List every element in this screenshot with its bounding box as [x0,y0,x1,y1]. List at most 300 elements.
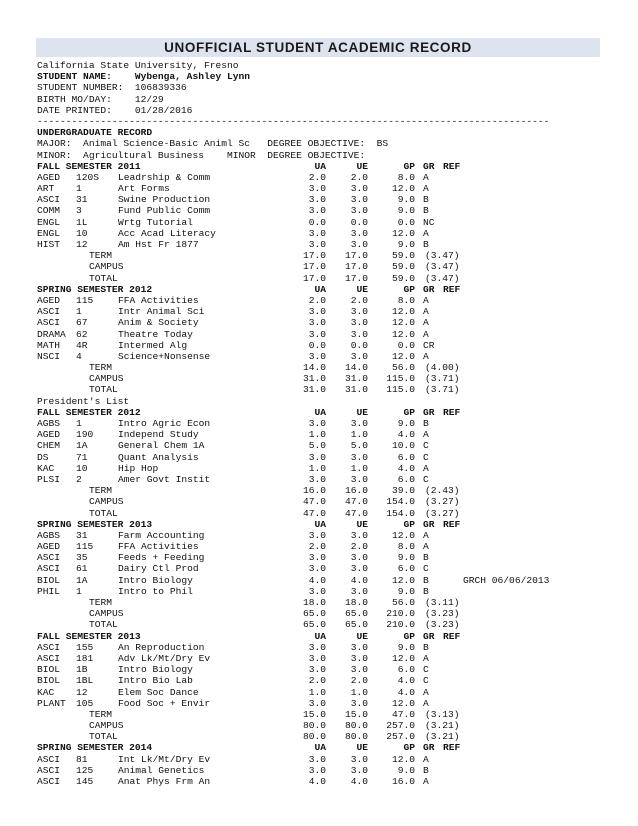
total-ua: 14.0 [302,362,326,374]
course-title: Independ Study [118,429,199,441]
total-ue: 65.0 [344,608,368,620]
course-row [37,586,627,597]
total-gpa: (3.13) [425,708,460,720]
course-title: Intro Biology [118,664,193,676]
total-label: TERM [89,485,113,497]
course-subject: PLANT [37,697,66,709]
total-ua: 31.0 [302,373,326,385]
text-line: DATE PRINTED: 01/28/2016 [37,104,193,116]
semester-name: SPRING SEMESTER 2014 [37,742,153,754]
grade: B [423,641,429,653]
col-header-gp: GP [403,630,415,642]
grade: A [423,686,429,698]
text-line: MAJOR: Animal Science-Basic Animl Sc DEGREE OBJECTIVE: BS [37,138,389,150]
units-earned: 1.0 [350,429,368,441]
total-row [37,608,627,619]
col-header-ue: UE [356,630,368,642]
semester-name: FALL SEMESTER 2011 [37,160,141,172]
course-row [37,418,627,429]
col-header-ue: UE [356,406,368,418]
grade-reference: GRCH 06/06/2013 [463,574,550,586]
total-label: TERM [89,597,113,608]
course-row [37,340,627,351]
semester-name: FALL SEMESTER 2013 [37,630,141,642]
units-earned: 5.0 [350,440,368,452]
units-attempted: 3.0 [308,552,326,564]
course-subject: HIST [37,239,61,250]
units-attempted: 2.0 [308,541,326,553]
course-title: Feeds + Feeding [118,552,205,564]
total-ua: 47.0 [302,507,326,519]
course-title: Hip Hop [118,462,159,474]
total-gp: 115.0 [386,373,415,385]
grade-points: 8.0 [397,541,415,553]
grade-points: 4.0 [397,429,415,441]
grade: A [423,652,429,664]
units-earned: 3.0 [350,194,368,206]
grade: C [423,473,429,485]
course-row [37,754,627,765]
course-row [37,776,627,787]
total-gp: 39.0 [391,485,415,497]
record-title: UNOFFICIAL STUDENT ACADEMIC RECORD [36,38,600,57]
course-number: 4 [76,350,82,362]
course-number: 1 [76,585,82,597]
units-earned: 1.0 [350,686,368,698]
units-attempted: 2.0 [308,675,326,687]
course-number: 1A [76,574,88,586]
course-row [37,317,627,328]
units-earned: 3.0 [350,306,368,318]
col-header-ua: UA [314,406,326,418]
total-label: CAMPUS [89,608,124,620]
course-title: Farm Accounting [118,529,205,541]
course-number: 120S [76,171,100,183]
units-attempted: 4.0 [308,574,326,586]
course-title: FFA Activities [118,541,199,553]
grade: NC [423,216,435,228]
grade: C [423,675,429,687]
grade: A [423,541,429,553]
transcript-body [37,60,627,787]
course-title: Intermed Alg [118,339,188,351]
course-number: 115 [76,294,94,306]
units-attempted: 3.0 [308,641,326,653]
total-row [37,508,627,519]
course-row [37,563,627,574]
total-gp: 257.0 [386,731,415,743]
grade: B [423,205,429,217]
units-attempted: 3.0 [308,350,326,362]
course-title: Swine Production [118,194,211,206]
units-attempted: 3.0 [308,529,326,541]
total-ua: 18.0 [302,597,326,608]
grade-points: 9.0 [397,194,415,206]
units-attempted: 3.0 [308,585,326,597]
total-label: TOTAL [89,507,118,519]
grade: B [423,418,429,429]
units-attempted: 2.0 [308,171,326,183]
col-header-ue: UE [356,742,368,754]
course-number: 12 [76,239,88,250]
course-subject: NSCI [37,350,61,362]
course-subject: AGED [37,171,61,183]
units-attempted: 2.0 [308,294,326,306]
total-gpa: (3.23) [425,619,460,631]
course-row [37,194,627,205]
course-subject: ASCI [37,641,61,653]
grade-points: 6.0 [397,664,415,676]
course-row [37,765,627,776]
grade-points: 9.0 [397,239,415,250]
course-subject: ENGL [37,227,61,239]
grade: B [423,194,429,206]
total-ue: 14.0 [344,362,368,374]
course-row [37,429,627,440]
course-subject: ASCI [37,652,61,664]
course-number: 10 [76,227,88,239]
grade-points: 6.0 [397,563,415,575]
col-header-gr: GR [423,406,435,418]
total-ue: 17.0 [344,261,368,273]
grade: C [423,563,429,575]
grade-points: 4.0 [397,462,415,474]
course-number: 1B [76,664,88,676]
total-row [37,619,627,630]
course-title: Quant Analysis [118,451,199,463]
units-earned: 3.0 [350,552,368,564]
grade-points: 12.0 [391,227,415,239]
grade: A [423,753,429,765]
total-row [37,250,627,261]
course-number: 3 [76,205,82,217]
course-row [37,239,627,250]
grade-points: 12.0 [391,574,415,586]
units-attempted: 3.0 [308,183,326,195]
course-title: General Chem 1A [118,440,205,452]
total-row [37,709,627,720]
col-header-ua: UA [314,160,326,172]
units-attempted: 3.0 [308,328,326,340]
col-header-gr: GR [423,518,435,530]
units-attempted: 3.0 [308,239,326,250]
grade: B [423,764,429,776]
grade: A [423,328,429,340]
units-earned: 3.0 [350,753,368,765]
grade-points: 12.0 [391,529,415,541]
semester-header [37,407,627,418]
units-earned: 2.0 [350,675,368,687]
col-header-ue: UE [356,283,368,295]
units-earned: 3.0 [350,227,368,239]
units-attempted: 3.0 [308,205,326,217]
grade: A [423,776,429,787]
total-ue: 17.0 [344,250,368,262]
course-subject: PLSI [37,473,61,485]
grade: C [423,451,429,463]
course-title: Am Hst Fr 1877 [118,239,199,250]
total-gp: 154.0 [386,507,415,519]
total-gp: 154.0 [386,496,415,508]
total-row [37,720,627,731]
course-number: 125 [76,764,94,776]
col-header-ua: UA [314,630,326,642]
units-earned: 1.0 [350,462,368,474]
total-gp: 59.0 [391,250,415,262]
course-subject: ENGL [37,216,61,228]
grade: B [423,239,429,250]
units-attempted: 4.0 [308,776,326,787]
text-line: UNDERGRADUATE RECORD [37,127,153,139]
course-number: 31 [76,194,88,206]
total-ua: 80.0 [302,720,326,732]
col-header-gp: GP [403,283,415,295]
course-subject: ASCI [37,306,61,318]
col-header-ref: REF [443,283,461,295]
units-earned: 3.0 [350,764,368,776]
course-subject: ASCI [37,776,61,787]
units-earned: 3.0 [350,317,368,329]
grade-points: 10.0 [391,440,415,452]
course-row [37,228,627,239]
total-label: CAMPUS [89,496,124,508]
units-attempted: 3.0 [308,652,326,664]
course-subject: AGED [37,541,61,553]
course-number: 105 [76,697,94,709]
course-title: Leadrship & Comm [118,171,211,183]
course-row [37,295,627,306]
units-earned: 3.0 [350,418,368,429]
course-row [37,642,627,653]
total-gpa: (3.71) [425,373,460,385]
total-gpa: (3.71) [425,384,460,396]
course-number: 155 [76,641,94,653]
units-attempted: 3.0 [308,306,326,318]
course-title: Intro Biology [118,574,193,586]
course-title: Science+Nonsense [118,350,211,362]
course-row [37,530,627,541]
course-subject: ASCI [37,563,61,575]
course-number: 1 [76,306,82,318]
total-label: TOTAL [89,272,118,284]
course-subject: CHEM [37,440,61,452]
total-label: TOTAL [89,619,118,631]
units-earned: 3.0 [350,652,368,664]
total-ue: 18.0 [344,597,368,608]
grade-points: 12.0 [391,753,415,765]
total-ua: 47.0 [302,496,326,508]
semester-header [37,631,627,642]
course-title: Int Lk/Mt/Dry Ev [118,753,211,765]
total-gpa: (3.23) [425,608,460,620]
course-title: Amer Govt Instit [118,473,211,485]
course-number: 1 [76,418,82,429]
total-row [37,261,627,272]
course-title: Intro Agric Econ [118,418,211,429]
course-subject: DS [37,451,49,463]
col-header-gr: GR [423,160,435,172]
grade: B [423,585,429,597]
grade: C [423,664,429,676]
text-line: President's List [37,395,130,407]
semester-header [37,161,627,172]
grade-points: 9.0 [397,418,415,429]
units-attempted: 3.0 [308,563,326,575]
total-ue: 17.0 [344,272,368,284]
total-gp: 59.0 [391,261,415,273]
course-row [37,306,627,317]
course-subject: COMM [37,205,61,217]
total-ue: 47.0 [344,496,368,508]
grade-points: 8.0 [397,171,415,183]
semester-name: SPRING SEMESTER 2013 [37,518,153,530]
grade: A [423,294,429,306]
col-header-gr: GR [423,630,435,642]
course-subject: DRAMA [37,328,66,340]
total-label: TOTAL [89,384,118,396]
units-earned: 2.0 [350,171,368,183]
col-header-gp: GP [403,518,415,530]
col-header-ref: REF [443,518,461,530]
total-ue: 80.0 [344,731,368,743]
units-earned: 3.0 [350,328,368,340]
course-number: 12 [76,686,88,698]
course-number: 71 [76,451,88,463]
col-header-ue: UE [356,518,368,530]
semester-name: SPRING SEMESTER 2012 [37,283,153,295]
total-label: CAMPUS [89,261,124,273]
total-ua: 65.0 [302,608,326,620]
course-subject: AGED [37,429,61,441]
course-number: 2 [76,473,82,485]
total-ue: 15.0 [344,708,368,720]
total-row [37,485,627,496]
grade: A [423,350,429,362]
total-row [37,731,627,742]
course-title: FFA Activities [118,294,199,306]
course-title: Art Forms [118,183,170,195]
total-ua: 17.0 [302,250,326,262]
units-earned: 3.0 [350,350,368,362]
units-attempted: 0.0 [308,339,326,351]
col-header-gp: GP [403,742,415,754]
col-header-ref: REF [443,406,461,418]
course-title: Anat Phys Frm An [118,776,211,787]
units-attempted: 1.0 [308,462,326,474]
text-line: BIRTH MO/DAY: 12/29 [37,93,164,105]
grade: A [423,317,429,329]
total-ua: 31.0 [302,384,326,396]
total-gp: 47.0 [391,708,415,720]
grade: B [423,574,429,586]
grade-points: 12.0 [391,350,415,362]
total-ua: 80.0 [302,731,326,743]
col-header-ua: UA [314,742,326,754]
units-earned: 0.0 [350,339,368,351]
grade-points: 9.0 [397,552,415,564]
course-number: 31 [76,529,88,541]
total-gpa: (3.47) [425,250,460,262]
total-row [37,362,627,373]
course-number: 190 [76,429,94,441]
text-line: California State University, Fresno [37,60,239,71]
grade-points: 9.0 [397,585,415,597]
grade-points: 9.0 [397,764,415,776]
units-earned: 2.0 [350,541,368,553]
course-title: Intro Bio Lab [118,675,193,687]
units-attempted: 3.0 [308,764,326,776]
total-ue: 31.0 [344,373,368,385]
course-row [37,664,627,675]
total-label: TERM [89,362,113,374]
units-earned: 3.0 [350,473,368,485]
units-attempted: 0.0 [308,216,326,228]
units-earned: 3.0 [350,641,368,653]
course-row [37,541,627,552]
course-row [37,698,627,709]
course-title: Elem Soc Dance [118,686,199,698]
course-subject: ASCI [37,552,61,564]
total-label: TOTAL [89,731,118,743]
text-line: STUDENT NUMBER: 106839336 [37,82,187,94]
grade: A [423,462,429,474]
total-gpa: (3.27) [425,496,460,508]
grade-points: 6.0 [397,473,415,485]
grade-points: 12.0 [391,183,415,195]
course-row [37,172,627,183]
grade-points: 9.0 [397,205,415,217]
units-attempted: 3.0 [308,317,326,329]
total-ue: 65.0 [344,619,368,631]
grade: A [423,227,429,239]
grade: A [423,171,429,183]
course-subject: ASCI [37,317,61,329]
semester-header [37,284,627,295]
total-ua: 17.0 [302,272,326,284]
units-attempted: 1.0 [308,429,326,441]
units-earned: 3.0 [350,529,368,541]
course-row [37,183,627,194]
units-attempted: 3.0 [308,473,326,485]
course-number: 67 [76,317,88,329]
semester-header [37,519,627,530]
course-number: 1BL [76,675,94,687]
course-title: Intro to Phil [118,585,193,597]
course-title: Intr Animal Sci [118,306,205,318]
course-number: 35 [76,552,88,564]
grade: B [423,552,429,564]
course-number: 115 [76,541,94,553]
course-subject: AGED [37,294,61,306]
grade: C [423,440,429,452]
course-number: 1A [76,440,88,452]
total-row [37,597,627,608]
course-number: 61 [76,563,88,575]
col-header-ref: REF [443,630,461,642]
course-row [37,687,627,698]
units-attempted: 1.0 [308,686,326,698]
units-earned: 3.0 [350,205,368,217]
course-subject: KAC [37,686,55,698]
course-subject: MATH [37,339,61,351]
grade-points: 4.0 [397,675,415,687]
course-row [37,217,627,228]
course-number: 62 [76,328,88,340]
course-subject: ASCI [37,764,61,776]
course-title: Theatre Today [118,328,193,340]
total-gp: 59.0 [391,272,415,284]
units-attempted: 3.0 [308,697,326,709]
